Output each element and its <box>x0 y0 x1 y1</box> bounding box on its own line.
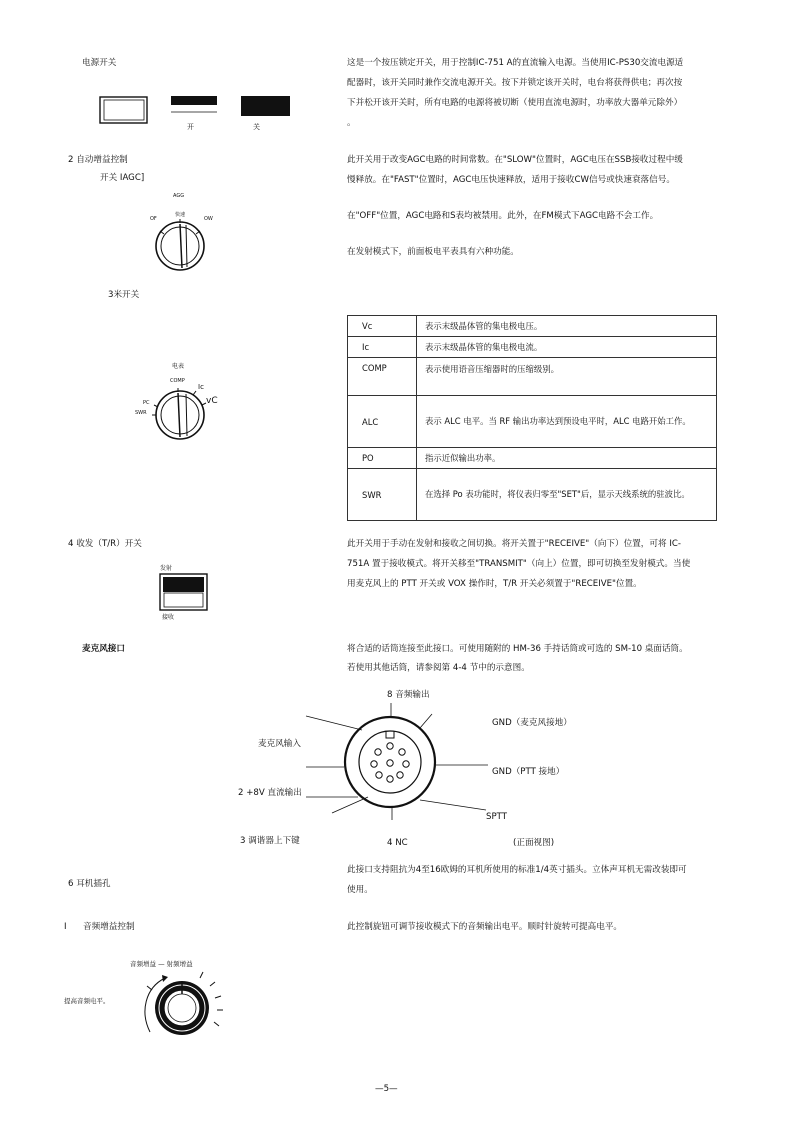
agc-knob-title: AGG <box>173 193 185 199</box>
desc-line: 在"OFF"位置，AGC电路和S表均被禁用。此外，在FM模式下AGC电路不会工作。 <box>347 211 659 221</box>
meter-key: Ic <box>348 337 417 358</box>
af-scale-tick <box>210 982 215 986</box>
desc-line: 在发射模式下，前面板电平表具有六种功能。 <box>347 247 519 257</box>
af-knob-label: 音频增益 — 射频增益 <box>130 960 193 968</box>
phones-heading: 6 耳机插孔 <box>68 879 111 889</box>
meter-desc: 表示末级晶体管的集电极电流。 <box>417 337 717 358</box>
meter-key: SWR <box>348 469 417 521</box>
power-switch-heading: 电源开关 <box>82 58 117 68</box>
pin-sptt-label: SPTT <box>486 812 507 822</box>
af-scale-tick <box>215 996 221 998</box>
meter-key: Vc <box>348 316 417 337</box>
meter-knob-title: 电表 <box>172 363 185 370</box>
desc-line: 配器时，该开关同时兼作交流电源开关。按下并锁定该开关时，电台将获得供电；再次按 <box>347 78 683 88</box>
desc-line: 若使用其他话筒，请参阅第 4-4 节中的示意图。 <box>347 663 530 673</box>
pin-8v-label: 2 +8V 直流输出 <box>238 788 302 798</box>
pin-mic-in-label: 麦克风输入 <box>258 739 301 749</box>
meter-knob-vc: vC <box>206 396 218 406</box>
agc-heading: 2 自动增益控制 <box>68 155 128 165</box>
desc-line: 下并松开该开关时，所有电路的电源将被切断（使用直流电源时，功率放大器单元除外） <box>347 98 683 108</box>
af-gain-description: 此控制旋钮可调节接收模式下的音频输出电平。顺时针旋转可提高电平。 <box>347 922 623 932</box>
af-increase-note: 提高音频电平。 <box>64 997 110 1005</box>
agc-heading-sub: 开关 IAGC] <box>100 173 145 183</box>
tr-heading: 4 收发（T/R）开关 <box>68 539 142 549</box>
desc-line: 用麦克风上的 PTT 开关或 VOX 操作时，T/R 开关必须置于"RECEIVE"位置。 <box>347 579 642 589</box>
page-number: —5— <box>375 1084 398 1094</box>
af-scale-tick <box>200 972 203 978</box>
meter-key: COMP <box>348 358 417 396</box>
af-knob-cap <box>164 990 200 1026</box>
meter-key: PO <box>348 448 417 469</box>
af-gain-heading: 音频增益控制 <box>83 922 135 932</box>
meter-desc: 表示 ALC 电平。当 RF 输出功率达到预设电平时，ALC 电路开始工作。 <box>417 396 717 448</box>
meter-knob-po: PC <box>143 400 150 406</box>
desc-line: 将合适的话筒连接至此接口。可使用随附的 HM-36 手持话筒或可选的 SM-10 桌面话筒。 <box>347 644 688 654</box>
power-switch-on-label: 开 <box>187 123 194 131</box>
desc-line: 751A 置于接收模式。将开关移至"TRANSMIT"（向上）位置，即可切换至发射模式。当使 <box>347 559 691 569</box>
power-switch-off-label: 关 <box>253 123 260 131</box>
af-gain-heading-num: I <box>64 922 67 932</box>
meter-desc: 在选择 Po 表功能时，将仪表归零至"SET"后，显示天线系统的驻波比。 <box>417 469 717 521</box>
tr-label-receive: 接收 <box>162 614 175 621</box>
af-arrow-head <box>162 975 168 982</box>
pin-gnd-ptt-label: GND（PTT 接地） <box>492 767 565 777</box>
meter-desc: 表示使用语音压缩器时的压缩级别。 <box>417 358 717 396</box>
pin-nc-label: 4 NC <box>387 838 408 848</box>
pin-gnd-mic-label: GND（麦克风接地） <box>492 718 572 728</box>
agc-knob-fast: 快速 <box>175 212 186 218</box>
front-view-note: (正面视图) <box>513 838 555 848</box>
desc-line: 。 <box>347 118 356 128</box>
desc-line: 此接口支持阻抗为4至16欧姆的耳机所使用的标准1/4英寸插头。立体声耳机无需改装即可 <box>347 865 687 875</box>
af-scale-tick <box>147 986 152 990</box>
tr-label-transmit: 发射 <box>160 565 173 572</box>
desc-line: 此开关用于手动在发射和接收之间切换。将开关置于"RECEIVE"（向下）位置，可将 IC- <box>347 539 681 549</box>
desc-line: 此开关用于改变AGC电路的时间常数。在"SLOW"位置时，AGC电压在SSB接收过程中缓 <box>347 155 683 165</box>
meter-key: ALC <box>348 396 417 448</box>
desc-line: 这是一个按压锁定开关，用于控制IC-751 A的直流输入电源。当使用IC-PS30交流电源适 <box>347 58 684 68</box>
meter-heading: 3米开关 <box>108 290 140 300</box>
pin-8-label: 8 音频输出 <box>387 690 430 700</box>
desc-line: 慢释放。在"FAST"位置时，AGC电压快速释放，适用于接收CW信号或快速衰落信号。 <box>347 175 675 185</box>
pin-updown-label: 3 调谐器上下键 <box>240 836 300 846</box>
meter-knob-ic: Ic <box>198 383 204 391</box>
agc-knob-off: OF <box>150 216 157 222</box>
meter-knob-comp: COMP <box>170 378 185 384</box>
desc-line: 使用。 <box>347 885 373 895</box>
agc-knob-slow: OW <box>204 216 213 222</box>
af-scale-tick <box>214 1022 219 1026</box>
meter-desc: 指示近似输出功率。 <box>417 448 717 469</box>
mic-heading: 麦克风接口 <box>82 644 125 654</box>
meter-knob-swr: SWR <box>135 410 147 416</box>
meter-desc: 表示末级晶体管的集电极电压。 <box>417 316 717 337</box>
